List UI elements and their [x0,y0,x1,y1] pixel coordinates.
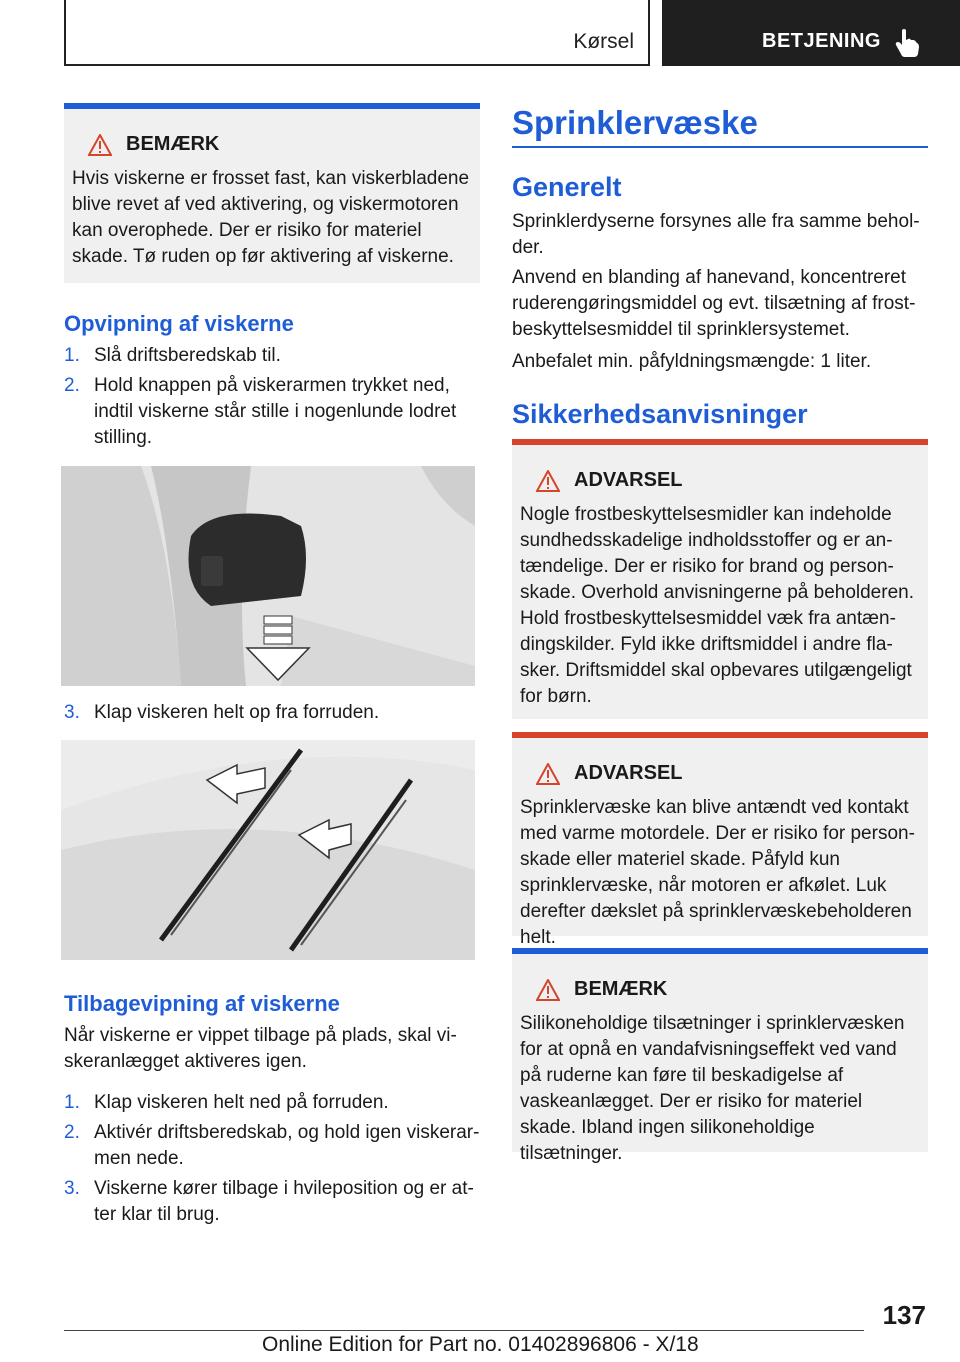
list-item [64,1120,480,1172]
step-number: 1. [64,345,80,366]
fold-back-intro: Når viskerne er vippet tilbage på plads, skal viskeranlægget aktiveres igen. [64,1025,457,1072]
windshield-wipers-illustration [61,740,475,960]
note-text: Nogle frostbeskyttelsesmidler kan indeholde sundhedsskadelige indholdsstoffer og er antændelige. Der er risiko for brand og personskade. Overhold anvisningerne på beholderen. Hold frostbeskyttelsesmiddel væk fra antændingskilder. Fyld ikke driftsmiddel i andre flasker. Driftsmiddel skal opbevares utilgængeligt for børn. [520,504,914,707]
wiper-stalk-figure [61,466,475,686]
step-text: Slå driftsberedskab til. [94,345,281,366]
note-text: Hvis viskerne er frosset fast, kan viskerbladene blive revet af ved aktivering, og viskermotoren kan overophede. Der er risiko for materiel skade. Tø ruden op før aktivering af viskerne. [72,168,470,267]
note-label: BEMÆRK [126,133,220,155]
fold-up-steps [64,343,480,455]
step-number: 2. [64,375,80,396]
note-text: Sprinklervæske kan blive antændt ved kontakt med varme motordele. Der er risiko for personskade eller materiel skade. Påfyld kun sprinklervæske, når motoren er afkølet. Luk derefter dækslet på sprinklervæskebeholderen helt. [520,797,915,948]
note-header [536,762,928,785]
footer-rule [64,1330,864,1331]
list-item [64,1176,480,1228]
step-text: Hold knappen på viskerarmen trykket ned, indtil viskerne står stille i nogenlunde lodret stilling. [94,375,457,448]
wiper-stalk-illustration [61,466,475,686]
note-label: ADVARSEL [574,762,683,784]
warning-triangle-icon [88,134,112,156]
general-title: Generelt [512,172,622,202]
fold-back-title: Tilbagevipning af viskerne [64,991,340,1016]
step-number: 1. [64,1092,80,1113]
header-section-box [64,0,650,66]
title-rule [512,146,928,148]
step-number: 3. [64,702,80,723]
step-text: Viskerne kører tilbage i hvileposition og er atter klar til brug. [94,1178,474,1225]
step-number: 2. [64,1122,80,1143]
general-p3: Anbefalet min. påfyldningsmængde: 1 liter. [512,351,872,372]
note-header [536,978,928,1001]
step-text: Klap viskeren helt ned på forruden. [94,1092,389,1113]
warning-flammable-fluid [512,732,928,948]
step-text: Klap viskeren helt op fra forruden. [94,702,380,723]
list-item [64,1090,480,1116]
fold-back-steps [64,1090,480,1232]
list-item [64,373,480,451]
note-header [536,469,928,492]
list-item [64,700,480,726]
step-number: 3. [64,1178,80,1199]
fold-up-steps-cont [64,700,480,730]
note-label: ADVARSEL [574,469,683,491]
note-frozen-wipers [64,103,480,283]
note-text: Silikoneholdige tilsætninger i sprinklervæsken for at opnå en vandafvisningseffekt ved vand på ruderne kan føre til beskadigelse af vaskeanlægget. Der er risiko for materiel skade. Ibland ingen silikoneholdige tilsætninger. [520,1013,905,1164]
note-label: BEMÆRK [574,978,668,1000]
warning-triangle-icon [536,979,560,1001]
list-item [64,343,480,369]
general-p1: Sprinklerdyserne forsynes alle fra samme beholder. [512,211,920,258]
step-text: Aktivér driftsberedskab, og hold igen viskerarmen nede. [94,1122,480,1169]
warning-triangle-icon [536,763,560,785]
header-chapter: BETJENING [762,30,881,52]
general-p2: Anvend en blanding af hanevand, koncentreret ruderengøringsmiddel og evt. tilsætning af frostbeskyttelsesmiddel til sprinklersystemet. [512,267,916,340]
warning-antifreeze [512,439,928,719]
windshield-wipers-figure [61,740,475,960]
safety-title: Sikkerhedsanvisninger [512,399,808,429]
header-section: Kørsel [573,30,634,53]
warning-triangle-icon [536,470,560,492]
note-silicone-additives [512,948,928,1164]
page-number: 137 [882,1300,926,1330]
note-header [88,133,480,156]
header-chapter-box [662,0,960,66]
fold-up-title: Opvipning af viskerne [64,311,294,336]
edition-text: Online Edition for Part no. 01402896806 - X/18 [262,1333,699,1356]
hand-pointer-icon [894,28,920,58]
page-title: Sprinklervæske [512,104,758,141]
